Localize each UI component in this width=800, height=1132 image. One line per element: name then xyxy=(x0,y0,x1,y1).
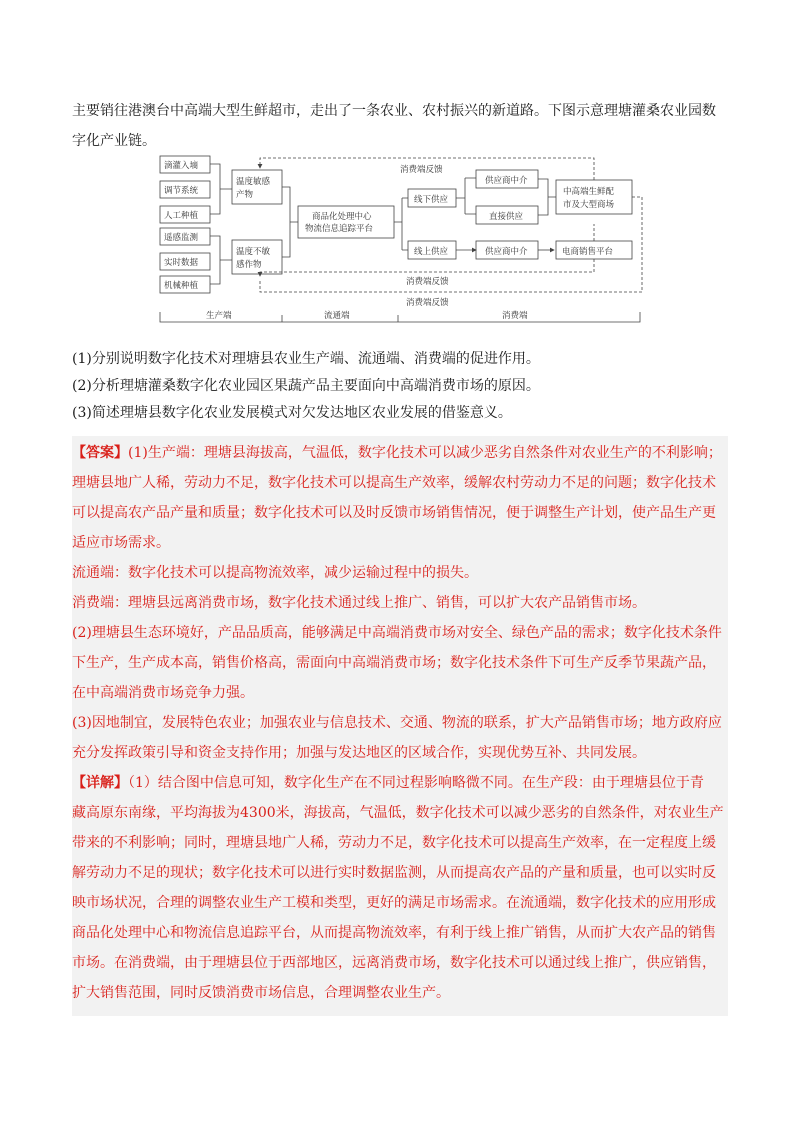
label-center-1: 商品化处理中心 xyxy=(312,212,372,222)
detail-text-1: （1）结合图中信息可知，数字化生产在不同过程影响略微不同。在生产段：由于理塘县位于青 xyxy=(128,775,704,791)
question-2: (2)分析理塘灌桑数字化农业园区果蔬产品主要面向中高端消费市场的原因。 xyxy=(72,378,540,394)
question-3: (3)简述理塘县数字化农业发展模式对欠发达地区农业发展的借鉴意义。 xyxy=(72,405,512,421)
label-supply-agent: 供应商中介 xyxy=(485,176,528,186)
detail-line-2: 藏高原东南缘，平均海拔为4300米，海拔高，气温低，数字化技术可以减少恶劣的自然条件，对农业生产 xyxy=(72,805,724,821)
diagram-svg xyxy=(150,152,650,328)
label-producer-5: 实时数据 xyxy=(164,258,199,268)
answer-line-8: 下生产，生产成本高，销售价格高，需面向中高端消费市场；数字化技术条件下可生产反季节果蔬产品， xyxy=(72,655,716,671)
label-section-consumption: 消费端 xyxy=(502,311,528,321)
label-sensitive-2: 产物 xyxy=(236,190,254,200)
label-online: 线上供应 xyxy=(414,247,449,257)
label-producer-6: 机械种植 xyxy=(164,281,199,291)
detail-line-5: 映市场状况，合理的调整农业生产工模和类型，更好的满足市场需求。在流通端，数字化技术的应用形成 xyxy=(72,895,716,911)
label-producer-2: 调节系统 xyxy=(164,186,199,196)
label-feedback-bottom: 消费端反馈 xyxy=(406,298,449,308)
label-buyer-agent: 供应商中介 xyxy=(485,247,528,257)
answer-line-11: 充分发挥政策引导和资金支持作用；加强与发达地区的区域合作，实现优势互补、共同发展。 xyxy=(72,745,646,761)
label-section-production: 生产端 xyxy=(206,311,232,321)
label-market-2: 市及大型商场 xyxy=(563,200,615,210)
answer-line-5: 流通端：数字化技术可以提高物流效率，减少运输过程中的损失。 xyxy=(72,565,478,581)
answer-text-1: (1)生产端：理塘县海拔高，气温低，数字化技术可以减少恶劣自然条件对农业生产的不利影响； xyxy=(128,445,722,461)
answer-line-1 xyxy=(72,438,728,468)
detail-line-4: 解劳动力不足的现状；数字化技术可以进行实时数据监测，从而提高农产品的产量和质量，也可以实时反 xyxy=(72,865,716,881)
answer-section xyxy=(72,438,728,1008)
intro-line-1: 主要销往港澳台中高端大型生鲜超市，走出了一条农业、农村振兴的新道路。下图示意理塘灌桑农业园数 xyxy=(72,103,716,119)
label-insensitive-2: 感作物 xyxy=(236,260,262,270)
answer-line-7: (2)理塘县生态环境好，产品品质高，能够满足中高端消费市场对安全、绿色产品的需求；数字化技术条件 xyxy=(72,625,722,641)
label-direct-supply: 直接供应 xyxy=(489,212,524,222)
label-offline: 线下供应 xyxy=(414,195,449,205)
detail-line-6: 商品化处理中心和物流信息追踪平台，从而提高物流效率，有利于线上推广销售，从而扩大农产品的销售 xyxy=(72,925,716,941)
label-sensitive-1: 温度敏感 xyxy=(236,177,271,187)
answer-line-4: 适应市场需求。 xyxy=(72,535,170,551)
question-1: (1)分别说明数字化技术对理塘县农业生产端、流通端、消费端的促进作用。 xyxy=(72,351,540,367)
answer-line-2: 理塘县地广人稀，劳动力不足，数字化技术可以提高生产效率，缓解农村劳动力不足的问题；数字化技术 xyxy=(72,475,716,491)
detail-line-7: 市场。在消费端，由于理塘县位于西部地区，远离消费市场，数字化技术可以通过线上推广，供应销售， xyxy=(72,955,716,971)
label-producer-1: 滴灌入墒 xyxy=(164,161,199,171)
label-producer-3: 人工种植 xyxy=(164,211,199,221)
detail-line-8: 扩大销售范围，同时反馈消费市场信息，合理调整农业生产。 xyxy=(72,985,450,1001)
intro-line-2: 字化产业链。 xyxy=(72,133,156,149)
label-producer-4: 遥感监测 xyxy=(164,233,199,243)
answer-tag: 【答案】 xyxy=(72,445,128,461)
detail-line-3: 带来的不利影响；同时，理塘县地广人稀，劳动力不足，数字化技术可以提高生产效率，在一定程度上缓 xyxy=(72,835,716,851)
answer-line-9: 在中高端消费市场竞争力强。 xyxy=(72,685,254,701)
industry-chain-diagram xyxy=(150,152,650,328)
label-feedback-top: 消费端反馈 xyxy=(400,165,443,175)
label-insensitive-1: 温度不敏 xyxy=(236,247,271,257)
label-market-1: 中高端生鲜配 xyxy=(563,187,615,197)
label-center-2: 物流信息追踪平台 xyxy=(305,224,374,234)
label-section-circulation: 流通端 xyxy=(324,311,350,321)
answer-line-6: 消费端：理塘县远离消费市场，数字化技术通过线上推广、销售，可以扩大农产品销售市场。 xyxy=(72,595,646,611)
questions xyxy=(72,346,732,427)
detail-line-1 xyxy=(72,768,728,798)
label-ecommerce: 电商销售平台 xyxy=(562,247,614,257)
answer-line-3: 可以提高农产品产量和质量；数字化技术可以及时反馈市场销售情况，便于调整生产计划，使产品生产更 xyxy=(72,505,716,521)
detail-tag: 【详解】 xyxy=(72,775,128,791)
answer-line-10: (3)因地制宜，发展特色农业；加强农业与信息技术、交通、物流的联系，扩大产品销售市场；地方政府应 xyxy=(72,715,722,731)
intro-paragraph xyxy=(72,96,732,156)
label-feedback-mid: 消费端反馈 xyxy=(406,277,449,287)
